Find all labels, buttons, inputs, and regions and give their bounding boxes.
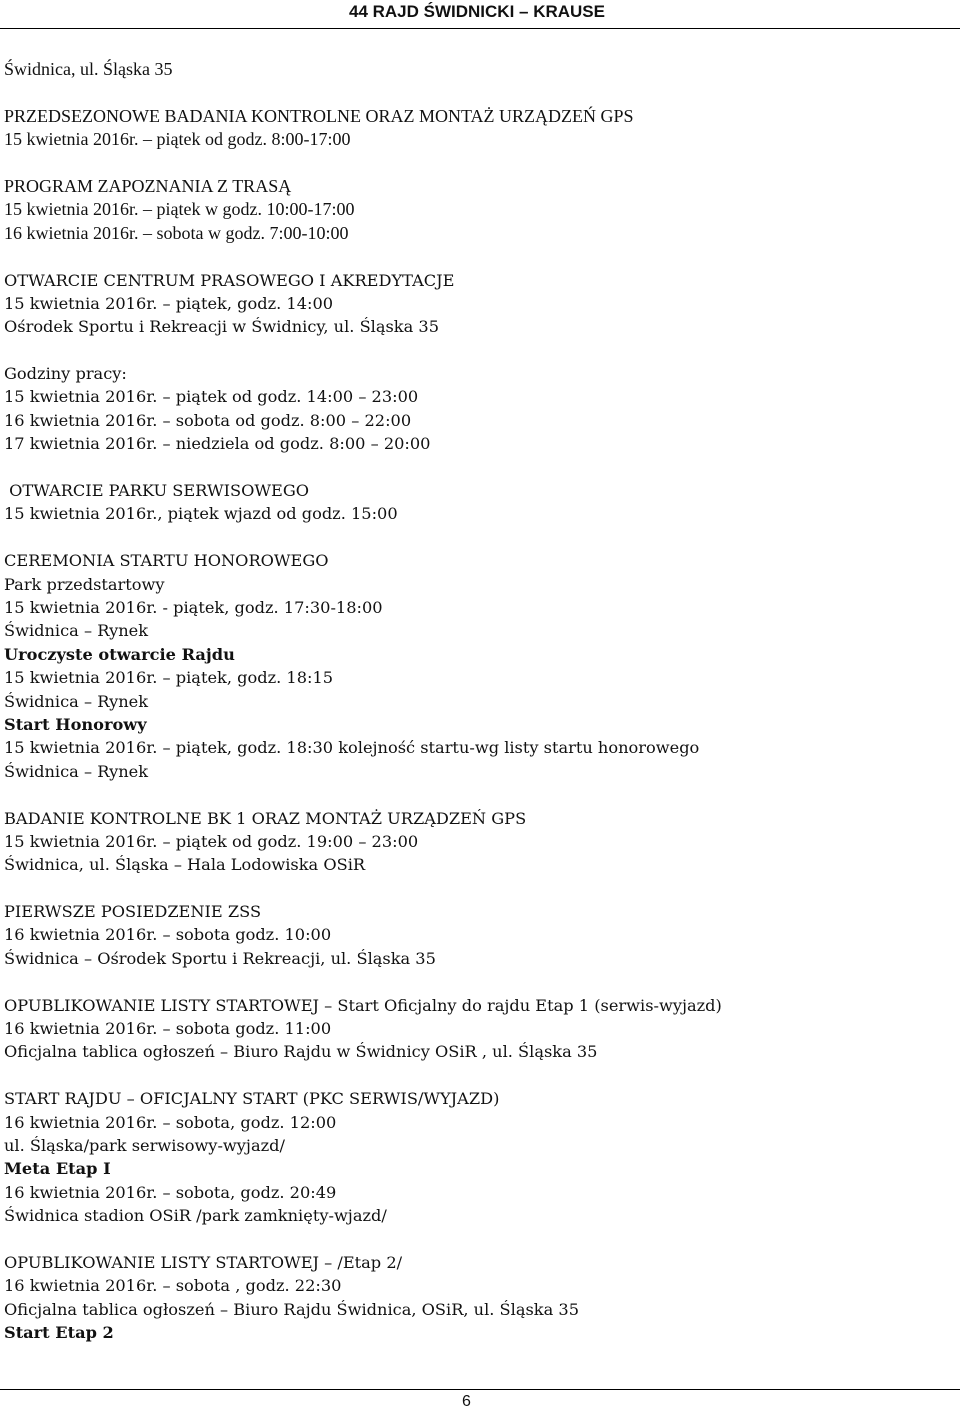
schedule-heading-bold: Start Honorowy xyxy=(4,714,147,734)
schedule-line: 16 kwietnia 2016r. – sobota od godz. 8:00 – 22:00 xyxy=(4,410,412,430)
schedule-line: 17 kwietnia 2016r. – niedziela od godz. 8:00 – 20:00 xyxy=(4,434,431,454)
schedule-line: Świdnica – Rynek xyxy=(4,691,149,711)
schedule-line: 15 kwietnia 2016r. – piątek od godz. 14:00 – 23:00 xyxy=(4,387,419,407)
schedule-line: 15 kwietnia 2016r. – piątek, godz. 18:15 xyxy=(4,668,334,688)
schedule-line: Świdnica – Ośrodek Sportu i Rekreacji, ul. Śląska 35 xyxy=(4,948,436,968)
spacer xyxy=(4,1064,944,1087)
schedule-line: BADANIE KONTROLNE BK 1 ORAZ MONTAŻ URZĄDZEŃ GPS xyxy=(4,808,527,828)
schedule-line: Świdnica – Rynek xyxy=(4,621,149,641)
schedule-line: OTWARCIE CENTRUM PRASOWEGO I AKREDYTACJE xyxy=(4,270,455,290)
schedule-line: 16 kwietnia 2016r. – sobota godz. 10:00 xyxy=(4,925,332,945)
spacer xyxy=(4,783,944,806)
schedule-line: OPUBLIKOWANIE LISTY STARTOWEJ – /Etap 2/ xyxy=(4,1252,403,1272)
schedule-line: OTWARCIE PARKU SERWISOWEGO xyxy=(4,481,310,501)
schedule-line: Godziny pracy: xyxy=(4,364,127,384)
schedule-content xyxy=(4,58,944,1344)
schedule-line: 15 kwietnia 2016r. – piątek od godz. 8:00-17:00 xyxy=(4,129,351,150)
schedule-line: 16 kwietnia 2016r. – sobota , godz. 22:30 xyxy=(4,1276,342,1296)
schedule-heading-bold: Meta Etap I xyxy=(4,1159,111,1179)
spacer xyxy=(4,245,944,268)
page-header xyxy=(0,0,960,29)
schedule-line: Park przedstartowy xyxy=(4,574,165,594)
schedule-line: 15 kwietnia 2016r. – piątek w godz. 10:00-17:00 xyxy=(4,199,355,220)
schedule-line: OPUBLIKOWANIE LISTY STARTOWEJ – Start Oficjalny do rajdu Etap 1 (serwis-wyjazd) xyxy=(4,995,722,1015)
spacer xyxy=(4,970,944,993)
spacer xyxy=(4,526,944,549)
schedule-line: START RAJDU – OFICJALNY START (PKC SERWIS/WYJAZD) xyxy=(4,1089,500,1109)
schedule-line: ul. Śląska/park serwisowy-wyjazd/ xyxy=(4,1135,285,1155)
schedule-line: 15 kwietnia 2016r. – piątek od godz. 19:00 – 23:00 xyxy=(4,831,419,851)
schedule-heading-bold: Start Etap 2 xyxy=(4,1323,114,1343)
schedule-line: PROGRAM ZAPOZNANIA Z TRASĄ xyxy=(4,175,292,196)
schedule-line: PIERWSZE POSIEDZENIE ZSS xyxy=(4,902,262,922)
schedule-line: Świdnica stadion OSiR /park zamknięty-wjazd/ xyxy=(4,1206,387,1226)
spacer xyxy=(4,152,944,175)
schedule-line: 16 kwietnia 2016r. – sobota godz. 11:00 xyxy=(4,1019,332,1039)
schedule-line: Świdnica, ul. Śląska – Hala Lodowiska OSiR xyxy=(4,855,366,875)
schedule-line: 15 kwietnia 2016r. - piątek, godz. 17:30-18:00 xyxy=(4,597,383,617)
schedule-line: Ośrodek Sportu i Rekreacji w Świdnicy, ul. Śląska 35 xyxy=(4,317,440,337)
page-number: 6 xyxy=(462,1393,471,1410)
schedule-line: 15 kwietnia 2016r. – piątek, godz. 18:30 kolejność startu-wg listy startu honorowego xyxy=(4,738,700,758)
schedule-line: Świdnica, ul. Śląska 35 xyxy=(4,59,173,79)
footer-rule xyxy=(0,1389,960,1390)
schedule-line: 15 kwietnia 2016r., piątek wjazd od godz. 15:00 xyxy=(4,504,398,524)
schedule-line: Oficjalna tablica ogłoszeń – Biuro Rajdu w Świdnicy OSiR , ul. Śląska 35 xyxy=(4,1042,598,1062)
spacer xyxy=(4,1228,944,1251)
schedule-heading-bold: Uroczyste otwarcie Rajdu xyxy=(4,644,235,664)
spacer xyxy=(4,81,944,104)
schedule-line: PRZEDSEZONOWE BADANIA KONTROLNE ORAZ MONTAŻ URZĄDZEŃ GPS xyxy=(4,105,634,126)
schedule-line: CEREMONIA STARTU HONOROWEGO xyxy=(4,551,329,571)
spacer xyxy=(4,877,944,900)
schedule-line: 16 kwietnia 2016r. – sobota, godz. 12:00 xyxy=(4,1112,337,1132)
spacer xyxy=(4,339,944,362)
schedule-line: 16 kwietnia 2016r. – sobota, godz. 20:49 xyxy=(4,1182,337,1202)
schedule-line: 16 kwietnia 2016r. – sobota w godz. 7:00-10:00 xyxy=(4,222,349,243)
schedule-line: 15 kwietnia 2016r. – piątek, godz. 14:00 xyxy=(4,293,334,313)
spacer xyxy=(4,456,944,479)
schedule-line: Świdnica – Rynek xyxy=(4,761,149,781)
header-title: 44 RAJD ŚWIDNICKI – KRAUSE xyxy=(349,2,605,21)
schedule-line: Oficjalna tablica ogłoszeń – Biuro Rajdu Świdnica, OSiR, ul. Śląska 35 xyxy=(4,1299,579,1319)
